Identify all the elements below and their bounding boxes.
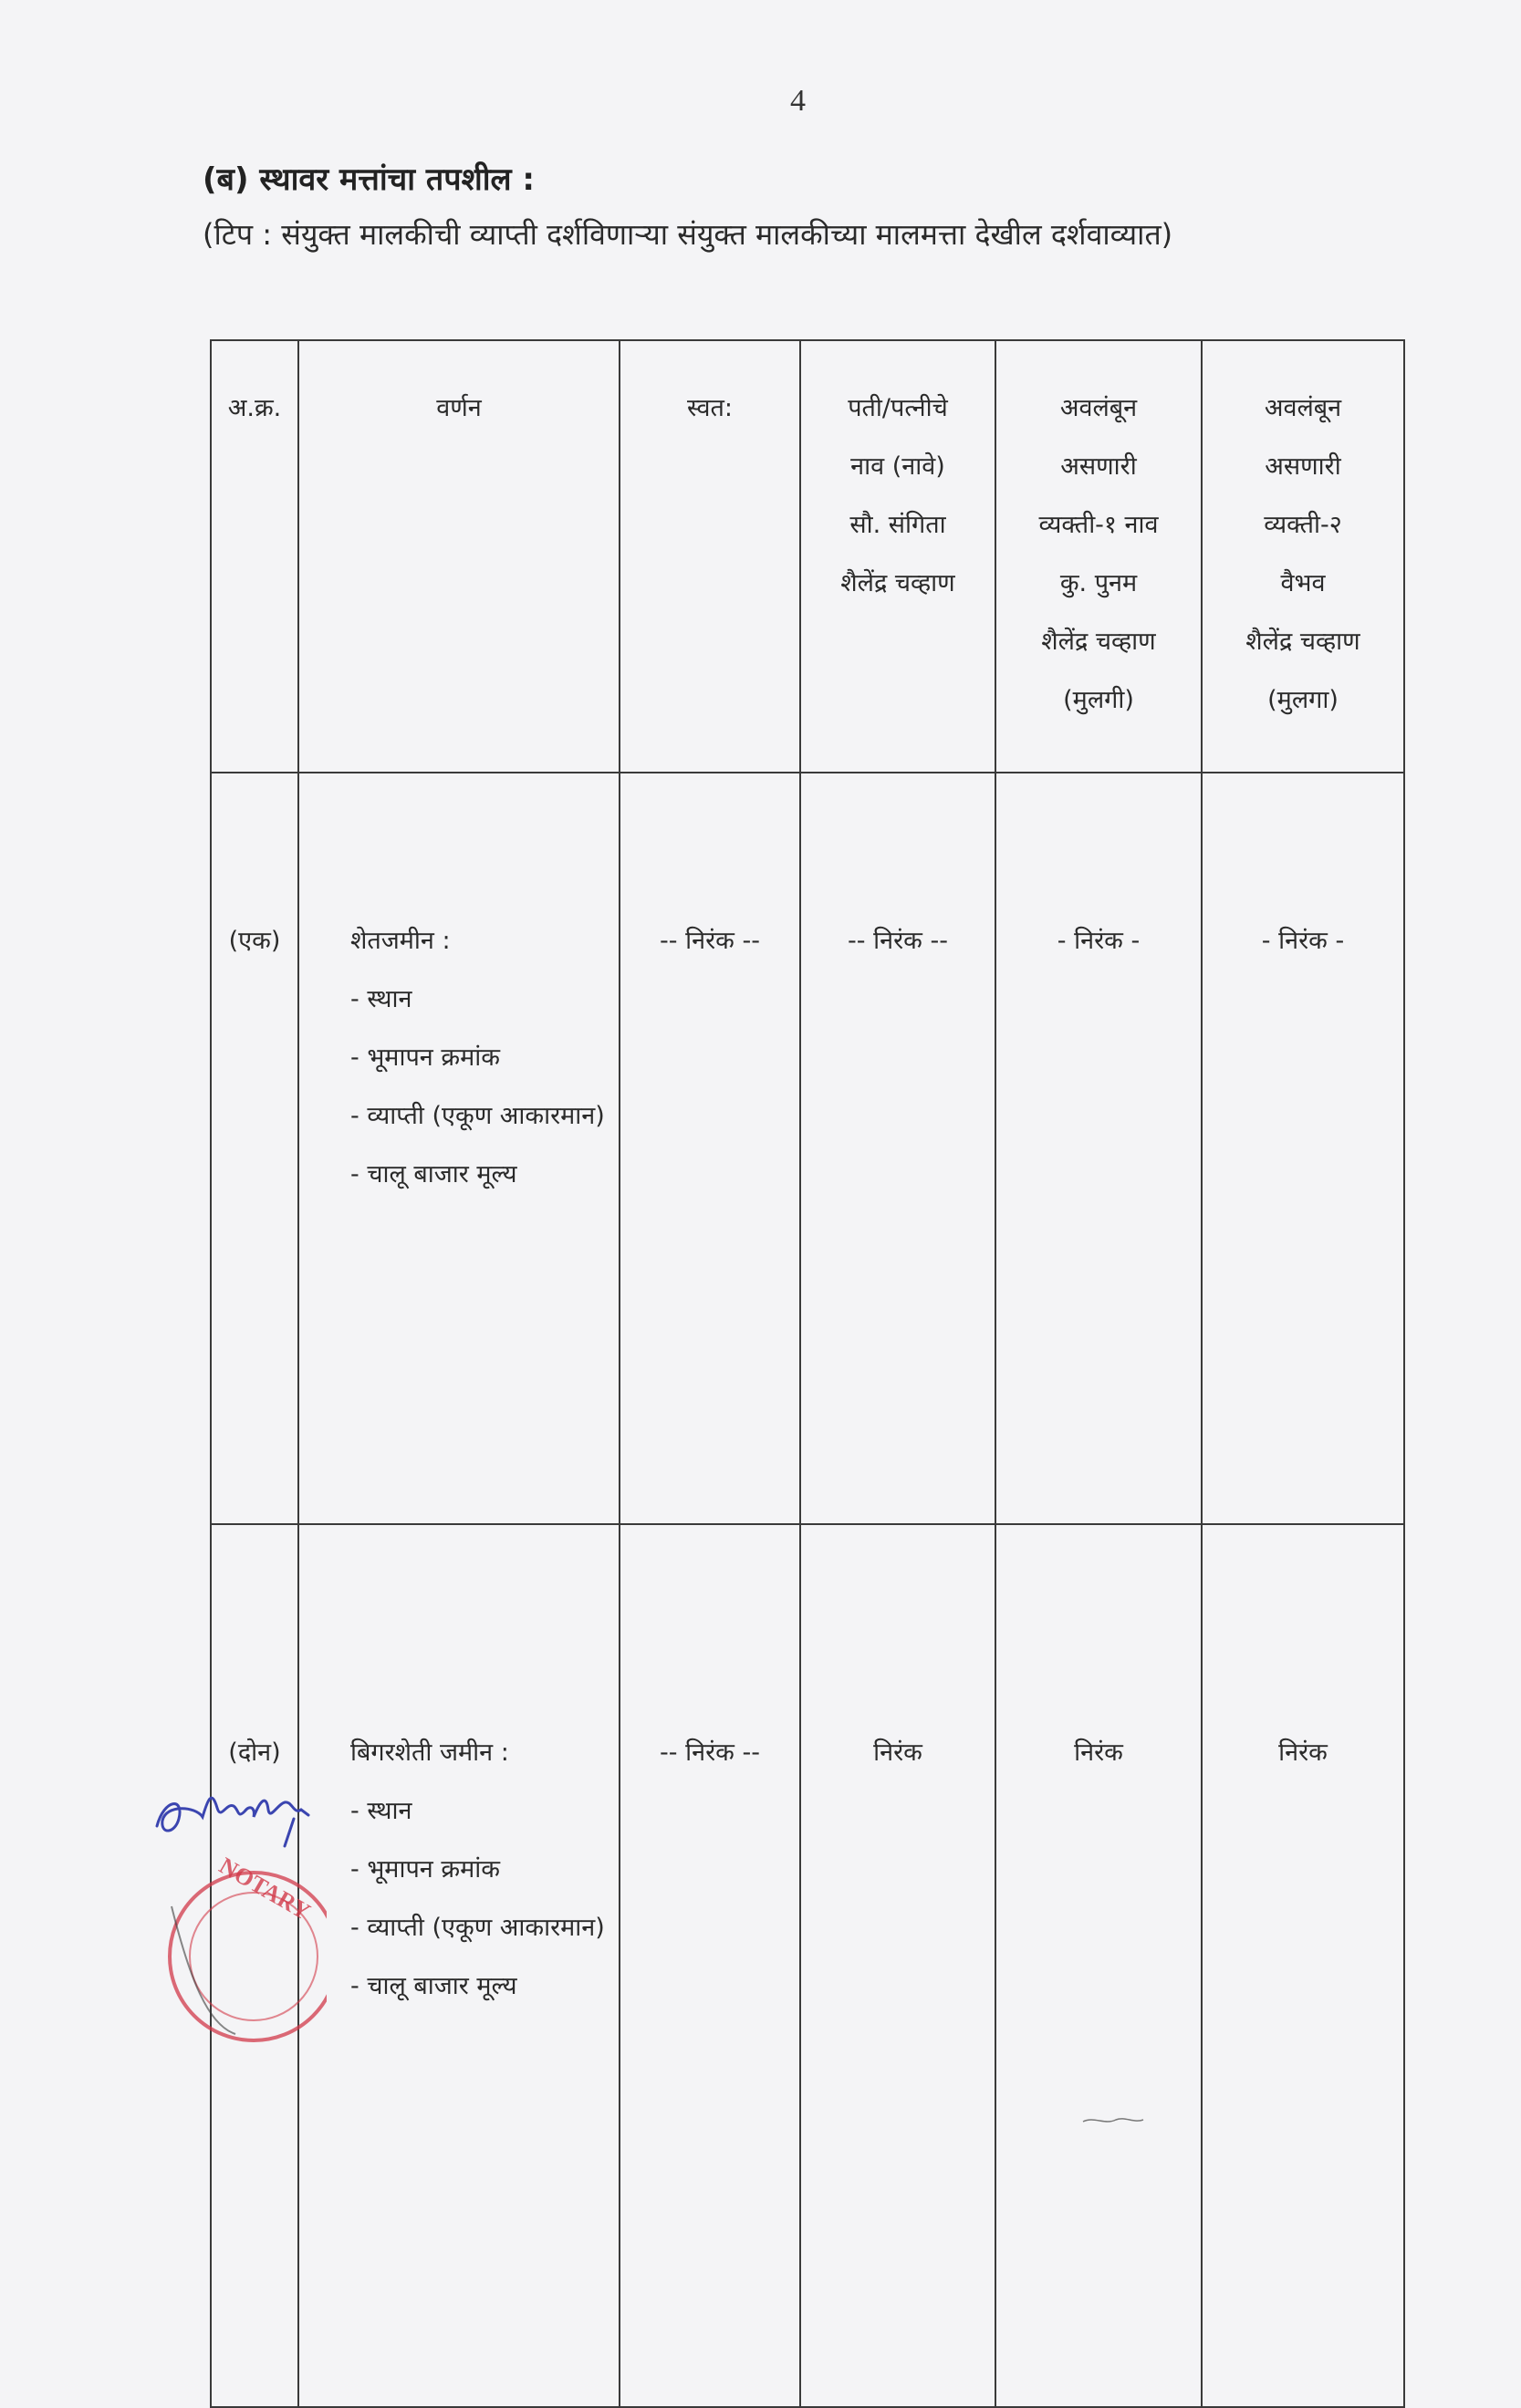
stamp-text: NOTARY [214, 1852, 316, 1925]
header-dependent-1 [995, 340, 1202, 773]
header-line: पती/पत्नीचे [848, 394, 948, 422]
section-heading: (ब) स्थावर मत्तांचा तपशील : [203, 161, 536, 198]
row-description [298, 1524, 620, 2407]
immovable-assets-table [210, 339, 1405, 2408]
header-line: शैलेंद्र चव्हाण [1245, 628, 1360, 656]
description-line: - स्थान [350, 985, 412, 1013]
header-spouse [800, 340, 995, 773]
header-self [620, 340, 800, 773]
row-self-value: -- निरंक -- [620, 773, 800, 1524]
description-line: - चालू बाजार मूल्य [350, 1972, 517, 2000]
row-spouse-value: निरंक [800, 1524, 995, 2407]
description-line: - भूमापन क्रमांक [350, 1855, 500, 1884]
row-dependent-1-value: - निरंक - [995, 773, 1202, 1524]
description-line: - चालू बाजार मूल्य [350, 1160, 517, 1188]
row-serial: (एक) [211, 773, 298, 1524]
table-row [211, 773, 1404, 1524]
signature-scribble [148, 1762, 367, 1853]
header-line: अवलंबून [1059, 394, 1138, 422]
header-dependent-2 [1202, 340, 1404, 773]
description-line: - स्थान [350, 1797, 412, 1825]
table-row [211, 1524, 1404, 2407]
description-line: - व्याप्ती (एकूण आकारमान) [350, 1102, 605, 1130]
row-spouse-value: -- निरंक -- [800, 773, 995, 1524]
header-line: व्यक्ती-१ नाव [1038, 511, 1159, 539]
row-self-value: -- निरंक -- [620, 1524, 800, 2407]
row-description [298, 773, 620, 1524]
header-line: अवलंबून [1264, 394, 1342, 422]
header-line: व्यक्ती-२ [1264, 511, 1342, 539]
description-line: - व्याप्ती (एकूण आकारमान) [350, 1914, 605, 1942]
header-line: (मुलगा) [1267, 686, 1339, 714]
notary-stamp [153, 1852, 327, 2052]
section-note: (टिप : संयुक्त मालकीची व्याप्ती दर्शविणाऱ्या संयुक्त मालकीच्या मालमत्ता देखील दर्शवाव्यात) [203, 217, 1173, 252]
header-line: शैलेंद्र चव्हाण [840, 569, 955, 597]
description-line: - भूमापन क्रमांक [350, 1043, 500, 1072]
header-line: असणारी [1265, 452, 1341, 481]
header-line: वर्णन [436, 394, 482, 422]
header-line: सौ. संगिता [849, 511, 946, 539]
header-line: कु. पुनम [1059, 569, 1138, 597]
header-line: स्वत: [686, 394, 733, 422]
header-line: नाव (नावे) [850, 452, 945, 481]
table-header-row [211, 340, 1404, 773]
description-line: बिगरशेती जमीन : [350, 1739, 509, 1767]
header-line: अ.क्र. [227, 394, 282, 422]
header-line: (मुलगी) [1063, 686, 1134, 714]
page-number: 4 [790, 84, 806, 118]
row-dependent-1-value: निरंक [995, 1524, 1202, 2407]
header-serial [211, 340, 298, 773]
row-dependent-2-value: निरंक [1202, 1524, 1404, 2407]
page-footer-mark [1081, 2114, 1145, 2127]
description-line: शेतजमीन : [350, 927, 451, 955]
row-serial: (दोन) [211, 1524, 298, 2407]
header-description [298, 340, 620, 773]
header-line: शैलेंद्र चव्हाण [1041, 628, 1156, 656]
row-dependent-2-value: - निरंक - [1202, 773, 1404, 1524]
header-line: वैभव [1280, 569, 1326, 597]
header-line: असणारी [1060, 452, 1137, 481]
